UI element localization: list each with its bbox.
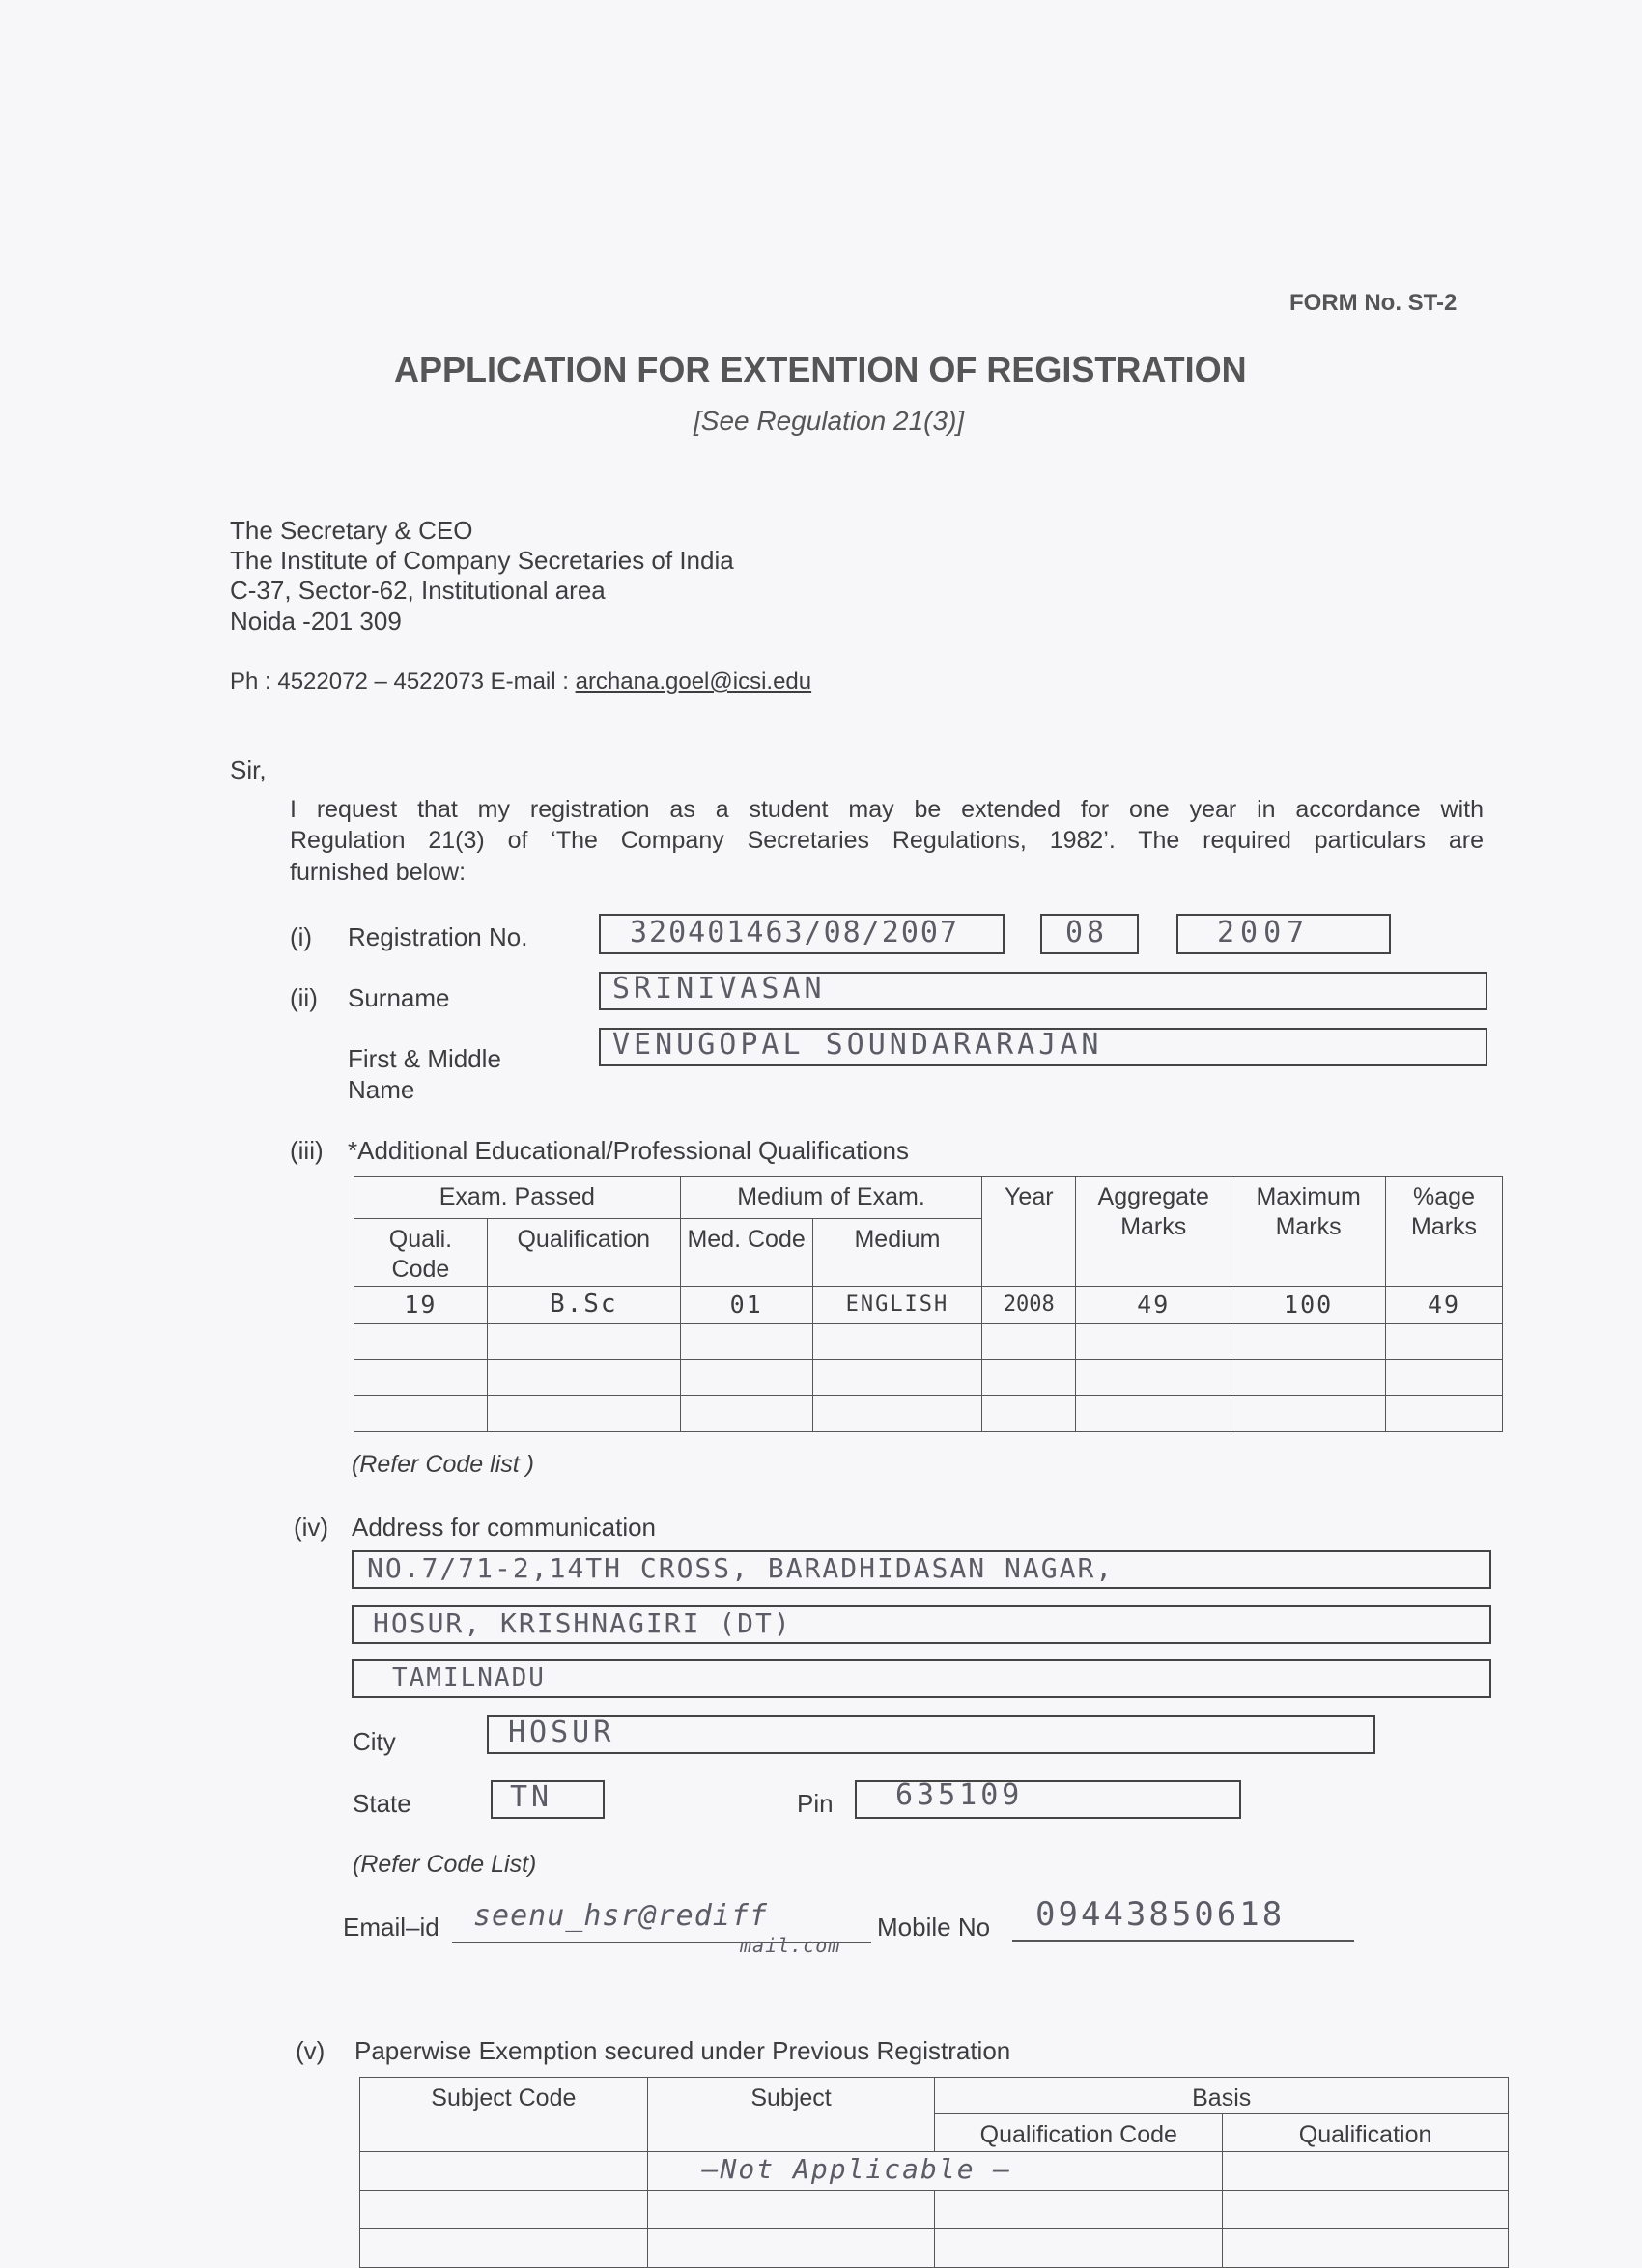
exemption-table xyxy=(359,2077,1509,2268)
empty-cell[interactable] xyxy=(812,1359,982,1395)
empty-cell[interactable] xyxy=(680,1359,812,1395)
not-applicable-cell[interactable] xyxy=(647,2151,1222,2190)
empty-cell[interactable] xyxy=(812,1395,982,1431)
refer-code-note: (Refer Code list ) xyxy=(352,1451,534,1478)
qualifications-label: *Additional Educational/Professional Qualifications xyxy=(348,1136,910,1165)
refer-code-list-note: (Refer Code List) xyxy=(353,1851,537,1878)
empty-cell[interactable] xyxy=(935,2190,1223,2228)
item-number: (v) xyxy=(296,2036,326,2065)
registration-month-value: 08 xyxy=(1065,916,1109,950)
address-line-2-field[interactable] xyxy=(352,1605,1491,1644)
registration-number-value: 320401463/08/2007 xyxy=(630,916,960,950)
registration-year-value: 2007 xyxy=(1217,916,1311,950)
header-percentage: %age Marks xyxy=(1386,1177,1503,1287)
email-value-continued: mail.com xyxy=(740,1934,841,1957)
empty-cell[interactable] xyxy=(935,2228,1223,2267)
empty-cell[interactable] xyxy=(1232,1323,1386,1359)
email-link[interactable]: archana.goel@icsi.edu xyxy=(575,668,812,695)
address-line: C-37, Sector-62, Institutional area xyxy=(230,576,606,605)
empty-cell[interactable] xyxy=(1386,1323,1503,1359)
empty-cell[interactable] xyxy=(487,1359,680,1395)
cell-year[interactable]: 2008 xyxy=(982,1286,1076,1323)
empty-cell[interactable] xyxy=(1386,1359,1503,1395)
surname-label: Surname xyxy=(348,983,450,1012)
mobile-label: Mobile No xyxy=(877,1913,991,1942)
item-number: (ii) xyxy=(290,983,318,1012)
empty-cell[interactable] xyxy=(647,2190,935,2228)
address-line: Noida -201 309 xyxy=(230,607,402,636)
header-qualification: Qualification xyxy=(1223,2114,1509,2151)
header-medium: Medium xyxy=(812,1219,982,1287)
pin-field[interactable] xyxy=(855,1780,1241,1819)
address-line-2-value: HOSUR, KRISHNAGIRI (DT) xyxy=(373,1607,792,1639)
empty-cell[interactable] xyxy=(360,2151,648,2190)
empty-cell[interactable] xyxy=(680,1395,812,1431)
registration-year-field[interactable] xyxy=(1176,914,1391,954)
form-subtitle: [See Regulation 21(3)] xyxy=(694,406,965,436)
header-exam-passed: Exam. Passed xyxy=(354,1177,681,1219)
empty-cell[interactable] xyxy=(354,1359,488,1395)
pin-label: Pin xyxy=(797,1789,834,1818)
header-maximum: Maximum Marks xyxy=(1232,1177,1386,1287)
city-label: City xyxy=(353,1727,396,1756)
first-name-label: First & Middle xyxy=(348,1044,501,1073)
empty-cell[interactable] xyxy=(354,1395,488,1431)
empty-cell[interactable] xyxy=(1223,2151,1509,2190)
item-number: (iii) xyxy=(290,1136,324,1165)
salutation: Sir, xyxy=(230,755,267,784)
empty-cell[interactable] xyxy=(647,2228,935,2267)
mobile-value: 09443850618 xyxy=(1035,1895,1286,1934)
city-value: HOSUR xyxy=(508,1715,615,1749)
cell-qualification[interactable]: B.Sc xyxy=(487,1286,680,1323)
table-row xyxy=(360,2190,1509,2228)
email-value: seenu_hsr@rediff xyxy=(473,1899,768,1933)
first-name-label: Name xyxy=(348,1075,415,1104)
empty-cell[interactable] xyxy=(487,1323,680,1359)
address-line: The Institute of Company Secretaries of India xyxy=(230,546,734,575)
empty-cell[interactable] xyxy=(1223,2228,1509,2267)
empty-cell[interactable] xyxy=(354,1323,488,1359)
empty-cell[interactable] xyxy=(982,1359,1076,1395)
table-row xyxy=(354,1395,1503,1431)
cell-med-code[interactable]: 01 xyxy=(680,1286,812,1323)
empty-cell[interactable] xyxy=(1076,1395,1232,1431)
empty-cell[interactable] xyxy=(1232,1395,1386,1431)
header-year: Year xyxy=(982,1177,1076,1287)
header-subject: Subject xyxy=(647,2078,935,2152)
not-applicable-value: —Not Applicable — xyxy=(701,2152,1012,2185)
cell-medium[interactable]: ENGLISH xyxy=(812,1286,982,1323)
table-row xyxy=(360,2228,1509,2267)
item-number: (i) xyxy=(290,922,313,951)
pin-value: 635109 xyxy=(895,1778,1024,1812)
qualifications-table xyxy=(354,1176,1503,1432)
address-line: The Secretary & CEO xyxy=(230,516,473,545)
registration-label: Registration No. xyxy=(348,922,528,951)
registration-number-field[interactable] xyxy=(599,914,1005,954)
mobile-line[interactable] xyxy=(1012,1940,1354,1942)
empty-cell[interactable] xyxy=(1076,1323,1232,1359)
body-line: furnished below: xyxy=(290,859,467,886)
empty-cell[interactable] xyxy=(982,1395,1076,1431)
address-line-3-field[interactable] xyxy=(352,1659,1491,1698)
empty-cell[interactable] xyxy=(680,1323,812,1359)
table-row xyxy=(354,1323,1503,1359)
table-row xyxy=(354,1359,1503,1395)
empty-cell[interactable] xyxy=(812,1323,982,1359)
header-qualification: Qualification xyxy=(487,1219,680,1287)
state-field[interactable] xyxy=(491,1780,605,1819)
exemption-label: Paperwise Exemption secured under Previous Registration xyxy=(354,2036,1011,2065)
header-subject-code: Subject Code xyxy=(360,2078,648,2152)
first-middle-name-field[interactable] xyxy=(599,1028,1487,1066)
header-qualification-code: Qualification Code xyxy=(935,2114,1223,2151)
phone-text: Ph : 4522072 – 4522073 E-mail : xyxy=(230,668,576,695)
cell-quali-code[interactable]: 19 xyxy=(354,1286,488,1323)
state-value: TN xyxy=(510,1780,553,1814)
table-row xyxy=(360,2151,1509,2190)
empty-cell[interactable] xyxy=(1076,1359,1232,1395)
cell-percentage[interactable]: 49 xyxy=(1386,1286,1503,1323)
cell-aggregate[interactable]: 49 xyxy=(1076,1286,1232,1323)
header-aggregate: Aggregate Marks xyxy=(1076,1177,1232,1287)
first-middle-name-value: VENUGOPAL SOUNDARARAJAN xyxy=(612,1028,1103,1062)
header-medium-of-exam: Medium of Exam. xyxy=(680,1177,982,1219)
registration-month-field[interactable] xyxy=(1040,914,1139,954)
header-basis: Basis xyxy=(935,2078,1509,2114)
surname-value: SRINIVASAN xyxy=(612,972,826,1006)
table-row xyxy=(354,1286,1503,1323)
empty-cell[interactable] xyxy=(1232,1359,1386,1395)
address-line-1-field[interactable] xyxy=(352,1550,1491,1589)
empty-cell[interactable] xyxy=(487,1395,680,1431)
empty-cell[interactable] xyxy=(360,2228,648,2267)
form-title: APPLICATION FOR EXTENTION OF REGISTRATION xyxy=(394,350,1247,389)
state-label: State xyxy=(353,1789,411,1818)
form-number: FORM No. ST-2 xyxy=(1289,290,1458,316)
body-line: I request that my registration as a student may be extended for one year in accordance with xyxy=(290,796,1484,823)
empty-cell[interactable] xyxy=(360,2190,648,2228)
email-label: Email–id xyxy=(343,1913,439,1942)
city-field[interactable] xyxy=(487,1715,1375,1754)
header-quali-code: Quali. Code xyxy=(354,1219,488,1287)
address-line-1-value: NO.7/71-2,14TH CROSS, BARADHIDASAN NAGAR, xyxy=(367,1552,1115,1584)
surname-field[interactable] xyxy=(599,972,1487,1010)
item-number: (iv) xyxy=(294,1513,329,1542)
contact-line xyxy=(230,668,811,695)
address-label: Address for communication xyxy=(352,1513,657,1542)
cell-maximum[interactable]: 100 xyxy=(1232,1286,1386,1323)
empty-cell[interactable] xyxy=(1223,2190,1509,2228)
header-med-code: Med. Code xyxy=(680,1219,812,1287)
body-line: Regulation 21(3) of ‘The Company Secretaries Regulations, 1982’. The required particulars are xyxy=(290,827,1484,854)
empty-cell[interactable] xyxy=(1386,1395,1503,1431)
empty-cell[interactable] xyxy=(982,1323,1076,1359)
address-line-3-value: TAMILNADU xyxy=(392,1663,546,1692)
